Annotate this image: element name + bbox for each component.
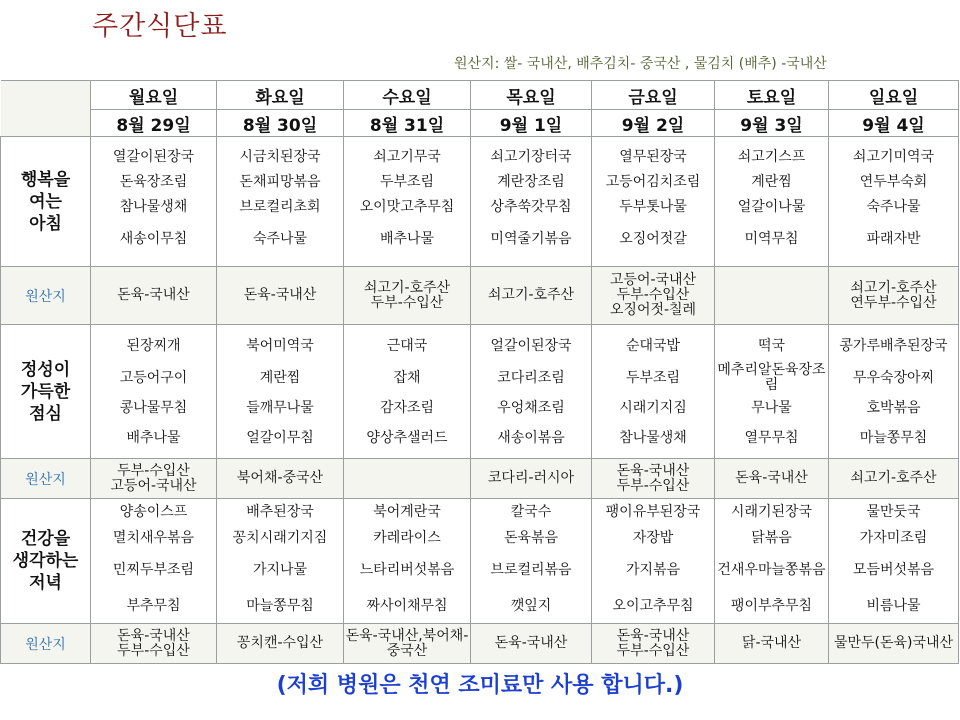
date-header: 9월 3일: [715, 110, 829, 137]
menu-item: 얼갈이된장국: [490, 338, 572, 354]
menu-item: 북어계란국: [373, 503, 441, 520]
menu-item: 들깨무나물: [246, 399, 314, 416]
menu-item: 된장찌개: [126, 338, 181, 354]
menu-item: 양송이스프: [119, 503, 188, 520]
meal-label: 정성이 가득한 점심: [1, 325, 91, 459]
menu-item: 멸치새우볶음: [112, 529, 195, 546]
meal-cell: [344, 325, 471, 459]
meal-cell: [91, 137, 217, 267]
origin-cell: 쇠고기-호주산: [829, 459, 959, 499]
menu-item: 배추나물: [379, 230, 435, 247]
meal-cell: [592, 499, 715, 624]
lunch-row: [1, 325, 959, 459]
menu-item: 북어미역국: [246, 338, 314, 354]
menu-item: 고등어김치조림: [605, 174, 701, 190]
date-header: 9월 4일: [829, 110, 959, 137]
menu-item: 참나물생채: [119, 199, 188, 215]
origin-label: 원산지: [1, 624, 91, 664]
menu-item: 계란찜: [259, 369, 301, 386]
menu-item: 순대국밥: [625, 338, 681, 354]
meal-cell: [217, 499, 344, 624]
day-header: 수요일: [344, 81, 471, 110]
menu-item: 쇠고기스프: [737, 149, 806, 165]
meal-cell: [592, 137, 715, 267]
menu-item: 쇠고기장터국: [490, 149, 572, 165]
menu-item: 민찌두부조림: [112, 561, 195, 578]
menu-item: 무나물: [751, 399, 792, 416]
origin-cell: 돈육-국내산: [471, 624, 592, 664]
meal-cell: [592, 325, 715, 459]
menu-item: 새송이볶음: [497, 429, 565, 446]
menu-item: 비름나물: [866, 597, 921, 614]
meal-cell: [829, 325, 959, 459]
menu-item: 칼국수: [510, 503, 552, 520]
menu-item: 꽁치시래기지짐: [232, 529, 328, 546]
lunch-origin-row: [1, 459, 959, 499]
menu-item: 참나물생채: [619, 429, 687, 446]
menu-item: 두부톳나물: [619, 199, 687, 215]
footer-note: (저희 병원은 천연 조미료만 사용 합니다.): [276, 673, 684, 698]
menu-item: 두부조림: [625, 369, 681, 386]
menu-item: 돈채피망볶음: [239, 174, 321, 190]
weekly-menu-table: [0, 80, 959, 664]
meal-cell: [715, 499, 829, 624]
menu-item: 열무된장국: [619, 149, 687, 165]
origin-cell: 돈육-국내산: [91, 267, 217, 325]
date-header: 9월 2일: [592, 110, 715, 137]
date-header: 9월 1일: [471, 110, 592, 137]
origin-cell: 쇠고기-호주산 두부-수입산: [344, 267, 471, 325]
origin-cell: 돈육-국내산 두부-수입산: [592, 624, 715, 664]
meal-cell: [217, 137, 344, 267]
menu-item: 상추쑥갓무침: [490, 199, 572, 215]
menu-item: 감자조림: [379, 399, 435, 416]
menu-item: 카레라이스: [373, 529, 441, 546]
day-header: 금요일: [592, 81, 715, 110]
day-header: 일요일: [829, 81, 959, 110]
origin-cell: 돈육-국내산: [217, 267, 344, 325]
breakfast-row: [1, 137, 959, 267]
menu-item: 열갈이된장국: [112, 149, 195, 165]
menu-item: 연두부숙회: [859, 174, 928, 190]
meal-cell: [471, 137, 592, 267]
menu-item: 건새우마늘쫑볶음: [717, 561, 826, 578]
dinner-row: [1, 499, 959, 624]
meal-cell: [91, 325, 217, 459]
menu-item: 콩나물무침: [119, 399, 188, 416]
menu-item: 미역무침: [744, 230, 799, 247]
origin-cell: 돈육-국내산 두부-수입산: [91, 624, 217, 664]
breakfast-origin-row: [1, 267, 959, 325]
menu-item: 돈육볶음: [503, 529, 559, 546]
meal-cell: [217, 325, 344, 459]
origin-cell: 고등어-국내산 두부-수입산 오징어젓-칠레: [592, 267, 715, 325]
menu-item: 코다리조림: [497, 369, 565, 386]
day-header: 화요일: [217, 81, 344, 110]
menu-item: 두부조림: [379, 174, 435, 190]
menu-item: 배추나물: [126, 429, 181, 446]
meal-cell: [715, 325, 829, 459]
menu-item: 팽이부추무침: [730, 597, 813, 614]
menu-item: 우엉채조림: [497, 399, 565, 416]
meal-cell: [91, 499, 217, 624]
menu-item: 무우숙장아찌: [852, 369, 935, 386]
date-header-row: [1, 110, 959, 137]
day-header: 토요일: [715, 81, 829, 110]
meal-label: 건강을 생각하는 저녁: [1, 499, 91, 624]
menu-item: 브로컬리초회: [239, 199, 321, 215]
origin-label: 원산지: [1, 267, 91, 325]
menu-item: 닭볶음: [751, 529, 792, 546]
meal-cell: [471, 325, 592, 459]
origin-label: 원산지: [1, 459, 91, 499]
origin-cell: 쇠고기-호주산 연두부-수입산: [829, 267, 959, 325]
menu-item: 돈육장조림: [119, 174, 188, 190]
origin-cell: 두부-수입산 고등어-국내산: [91, 459, 217, 499]
menu-item: 미역줄기볶음: [490, 230, 572, 247]
date-header: 8월 30일: [217, 110, 344, 137]
menu-item: 깻잎지: [510, 597, 552, 614]
menu-item: 양상추샐러드: [366, 429, 448, 446]
origin-cell: 돈육-국내산: [715, 459, 829, 499]
menu-item: 부추무침: [126, 597, 181, 614]
origin-cell: 꽁치캔-수입산: [217, 624, 344, 664]
menu-item: 숙주나물: [252, 230, 308, 247]
menu-item: 가지나물: [252, 561, 308, 578]
meal-cell: [829, 499, 959, 624]
menu-item: 열무무침: [744, 429, 799, 446]
menu-item: 쇠고기무국: [373, 149, 441, 165]
dinner-origin-row: [1, 624, 959, 664]
origin-cell: 북어채-중국산: [217, 459, 344, 499]
meal-cell: [471, 499, 592, 624]
menu-item: 마늘쫑무침: [859, 429, 928, 446]
menu-item: 쇠고기미역국: [852, 149, 935, 165]
menu-item: 물만둣국: [866, 503, 921, 520]
menu-item: 오징어젓갈: [619, 230, 687, 247]
meal-cell: [829, 137, 959, 267]
meal-cell: [344, 137, 471, 267]
menu-item: 얼갈이무침: [246, 429, 314, 446]
menu-item: 모듬버섯볶음: [852, 561, 935, 578]
menu-item: 시금치된장국: [239, 149, 321, 165]
menu-item: 새송이무침: [119, 230, 188, 247]
menu-item: 가지볶음: [625, 561, 681, 578]
menu-item: 파래자반: [866, 230, 921, 247]
date-header: 8월 29일: [91, 110, 217, 137]
menu-item: 잡채: [393, 369, 421, 386]
menu-item: 호박볶음: [866, 399, 921, 416]
menu-item: 고등어구이: [119, 369, 188, 386]
menu-item: 얼갈이나물: [737, 199, 806, 215]
page-title: 주간식단표: [92, 11, 228, 42]
menu-item: 짜사이채무침: [366, 597, 448, 614]
origin-cell: 돈육-국내산,북어채-중국산: [344, 624, 471, 664]
origin-cell: 물만두(돈육)국내산: [829, 624, 959, 664]
menu-item: 콩가루배추된장국: [839, 338, 948, 354]
menu-item: 근대국: [386, 338, 428, 354]
origin-cell: 돈육-국내산 두부-수입산: [592, 459, 715, 499]
menu-item: 가자미조림: [859, 529, 928, 546]
corner-cell: [1, 81, 91, 137]
menu-item: 팽이유부된장국: [605, 503, 701, 520]
origin-cell: 닭-국내산: [715, 624, 829, 664]
origin-cell: [344, 459, 471, 499]
menu-item: 오이고추무침: [612, 597, 694, 614]
day-header: 목요일: [471, 81, 592, 110]
menu-item: 떡국: [757, 338, 786, 354]
menu-item: 계란찜: [751, 174, 792, 190]
origin-cell: 코다리-러시아: [471, 459, 592, 499]
origin-cell: 쇠고기-호주산: [471, 267, 592, 325]
menu-item: 자장밥: [632, 529, 674, 546]
menu-item: 시래기된장국: [730, 503, 813, 520]
menu-item: 숙주나물: [866, 199, 921, 215]
menu-item: 배추된장국: [246, 503, 314, 520]
meal-label: 행복을 여는 아침: [1, 137, 91, 267]
meal-cell: [715, 137, 829, 267]
date-header: 8월 31일: [344, 110, 471, 137]
origin-cell: [715, 267, 829, 325]
menu-item: 계란장조림: [497, 174, 565, 190]
menu-item: 시래기지짐: [619, 399, 687, 416]
menu-item: 오이맛고추무침: [359, 199, 455, 215]
menu-item: 메추리알돈육장조림: [717, 362, 826, 393]
meal-cell: [344, 499, 471, 624]
menu-item: 브로컬리볶음: [490, 561, 572, 578]
origin-note: 원산지: 쌀- 국내산, 배추김치- 중국산 , 물김치 (배추) -국내산: [454, 56, 827, 72]
menu-item: 마늘쫑무침: [246, 597, 314, 614]
menu-item: 느타리버섯볶음: [359, 561, 455, 578]
day-header-row: [1, 81, 959, 110]
day-header: 월요일: [91, 81, 217, 110]
